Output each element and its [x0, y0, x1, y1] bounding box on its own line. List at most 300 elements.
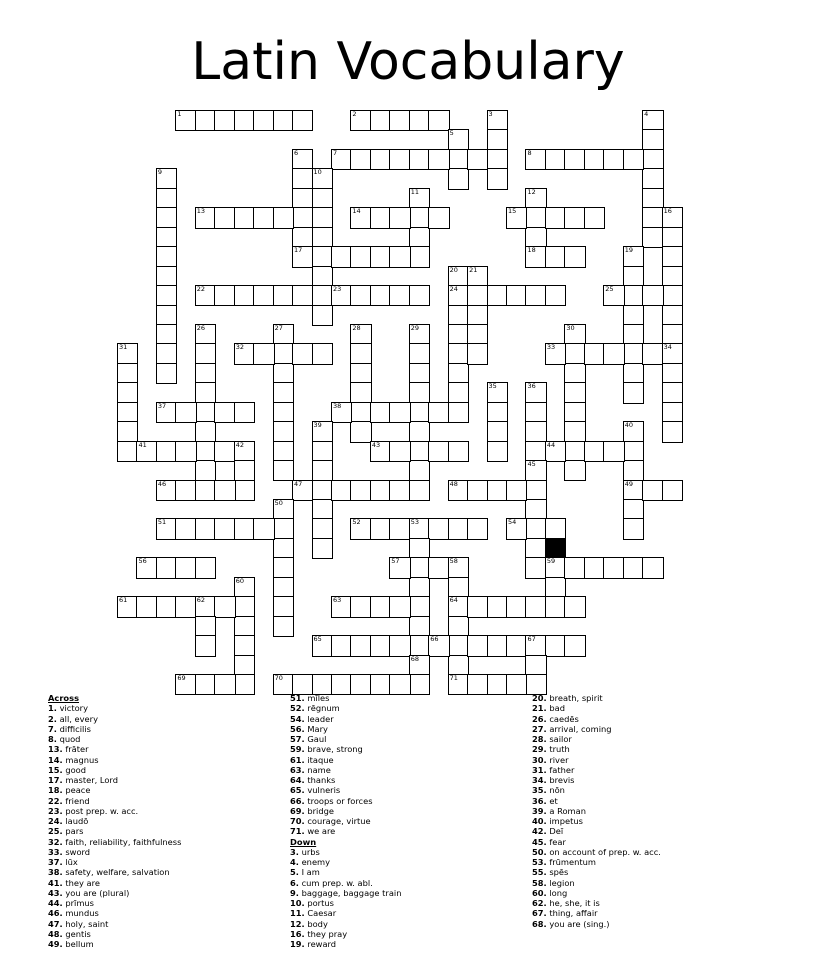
grid-cell[interactable]: [292, 188, 313, 209]
grid-cell[interactable]: [117, 343, 138, 364]
grid-cell[interactable]: [195, 635, 216, 656]
grid-cell[interactable]: [234, 596, 255, 617]
grid-cell[interactable]: [312, 227, 333, 248]
grid-cell[interactable]: [195, 110, 216, 131]
grid-cell[interactable]: [156, 441, 177, 462]
grid-cell[interactable]: [467, 324, 488, 345]
grid-cell[interactable]: [331, 635, 352, 656]
grid-cell[interactable]: [370, 402, 391, 423]
grid-cell[interactable]: [623, 363, 644, 384]
grid-cell[interactable]: [409, 363, 430, 384]
grid-cell[interactable]: [409, 538, 430, 559]
grid-cell[interactable]: [273, 343, 294, 364]
grid-cell[interactable]: [545, 285, 566, 306]
grid-cell[interactable]: [448, 363, 469, 384]
grid-cell[interactable]: [545, 518, 566, 539]
grid-cell[interactable]: [564, 421, 585, 442]
grid-cell[interactable]: [234, 674, 255, 695]
grid-cell[interactable]: [409, 324, 430, 345]
grid-cell[interactable]: [409, 616, 430, 637]
grid-cell[interactable]: [662, 421, 683, 442]
grid-cell[interactable]: [195, 616, 216, 637]
grid-cell[interactable]: [312, 343, 333, 364]
grid-cell[interactable]: [195, 518, 216, 539]
grid-cell[interactable]: [253, 207, 274, 228]
grid-cell[interactable]: [623, 499, 644, 520]
grid-cell[interactable]: [564, 460, 585, 481]
grid-cell[interactable]: [292, 110, 313, 131]
grid-cell[interactable]: [409, 557, 430, 578]
grid-cell[interactable]: [409, 577, 430, 598]
grid-cell[interactable]: [506, 285, 527, 306]
grid-cell[interactable]: [545, 343, 566, 364]
grid-cell[interactable]: [642, 557, 663, 578]
grid-cell[interactable]: [370, 110, 391, 131]
grid-cell[interactable]: [623, 441, 644, 462]
grid-cell[interactable]: [273, 363, 294, 384]
grid-cell[interactable]: [448, 655, 469, 676]
grid-cell[interactable]: [448, 577, 469, 598]
grid-cell[interactable]: [195, 674, 216, 695]
grid-cell[interactable]: [312, 266, 333, 287]
grid-cell[interactable]: [448, 382, 469, 403]
grid-cell[interactable]: [448, 674, 469, 695]
grid-cell[interactable]: [253, 110, 274, 131]
grid-cell[interactable]: [175, 480, 196, 501]
grid-cell[interactable]: [156, 557, 177, 578]
grid-cell[interactable]: [370, 246, 391, 267]
grid-cell[interactable]: [564, 596, 585, 617]
grid-cell[interactable]: [214, 518, 235, 539]
grid-cell[interactable]: [331, 149, 352, 170]
grid-cell[interactable]: [273, 402, 294, 423]
grid-cell[interactable]: [214, 110, 235, 131]
grid-cell[interactable]: [117, 596, 138, 617]
grid-cell[interactable]: [312, 460, 333, 481]
grid-cell[interactable]: [662, 207, 683, 228]
grid-cell[interactable]: [331, 480, 352, 501]
grid-cell[interactable]: [389, 207, 410, 228]
grid-cell[interactable]: [234, 110, 255, 131]
grid-cell[interactable]: [448, 441, 469, 462]
grid-cell[interactable]: [389, 441, 410, 462]
grid-cell[interactable]: [253, 343, 274, 364]
grid-cell[interactable]: [428, 207, 449, 228]
grid-cell[interactable]: [234, 460, 255, 481]
grid-cell[interactable]: [506, 207, 527, 228]
grid-cell[interactable]: [428, 635, 449, 656]
grid-cell[interactable]: [662, 246, 683, 267]
grid-cell[interactable]: [603, 441, 624, 462]
grid-cell[interactable]: [623, 460, 644, 481]
grid-cell[interactable]: [564, 207, 585, 228]
grid-cell[interactable]: [234, 518, 255, 539]
grid-cell[interactable]: [525, 557, 546, 578]
grid-cell[interactable]: [156, 518, 177, 539]
grid-cell[interactable]: [331, 246, 352, 267]
grid-cell[interactable]: [234, 616, 255, 637]
grid-cell[interactable]: [467, 674, 488, 695]
grid-cell[interactable]: [195, 441, 216, 462]
grid-cell[interactable]: [487, 382, 508, 403]
grid-cell[interactable]: [117, 402, 138, 423]
grid-cell[interactable]: [623, 149, 644, 170]
grid-cell[interactable]: [662, 480, 683, 501]
grid-cell[interactable]: [545, 149, 566, 170]
grid-cell[interactable]: [564, 441, 585, 462]
grid-cell[interactable]: [409, 343, 430, 364]
grid-cell[interactable]: [370, 285, 391, 306]
grid-cell[interactable]: [467, 480, 488, 501]
grid-cell[interactable]: [623, 343, 644, 364]
grid-cell[interactable]: [642, 285, 663, 306]
grid-cell[interactable]: [487, 110, 508, 131]
grid-cell[interactable]: [662, 343, 683, 364]
grid-cell[interactable]: [448, 402, 469, 423]
grid-cell[interactable]: [623, 266, 644, 287]
grid-cell[interactable]: [350, 382, 371, 403]
grid-cell[interactable]: [156, 168, 177, 189]
grid-cell[interactable]: [350, 343, 371, 364]
grid-cell[interactable]: [195, 382, 216, 403]
grid-cell[interactable]: [642, 168, 663, 189]
grid-cell[interactable]: [156, 227, 177, 248]
grid-cell[interactable]: [506, 518, 527, 539]
grid-cell[interactable]: [428, 557, 449, 578]
grid-cell[interactable]: [564, 343, 585, 364]
grid-cell[interactable]: [409, 421, 430, 442]
grid-cell[interactable]: [175, 518, 196, 539]
grid-cell[interactable]: [487, 480, 508, 501]
grid-cell[interactable]: [195, 324, 216, 345]
grid-cell[interactable]: [564, 402, 585, 423]
grid-cell[interactable]: [370, 441, 391, 462]
grid-cell[interactable]: [136, 557, 157, 578]
grid-cell[interactable]: [467, 305, 488, 326]
grid-cell[interactable]: [195, 285, 216, 306]
grid-cell[interactable]: [525, 538, 546, 559]
grid-cell[interactable]: [448, 285, 469, 306]
grid-cell[interactable]: [312, 635, 333, 656]
grid-cell[interactable]: [156, 363, 177, 384]
grid-cell[interactable]: [662, 305, 683, 326]
grid-cell[interactable]: [370, 480, 391, 501]
grid-cell[interactable]: [448, 266, 469, 287]
grid-cell[interactable]: [350, 518, 371, 539]
grid-cell[interactable]: [487, 674, 508, 695]
grid-cell[interactable]: [467, 285, 488, 306]
grid-cell[interactable]: [312, 246, 333, 267]
grid-cell[interactable]: [448, 557, 469, 578]
grid-cell[interactable]: [642, 110, 663, 131]
grid-cell[interactable]: [389, 246, 410, 267]
grid-cell[interactable]: [487, 149, 508, 170]
grid-cell[interactable]: [214, 441, 235, 462]
grid-cell[interactable]: [623, 557, 644, 578]
grid-cell[interactable]: [409, 246, 430, 267]
grid-cell[interactable]: [525, 499, 546, 520]
grid-cell[interactable]: [273, 538, 294, 559]
grid-cell[interactable]: [564, 324, 585, 345]
grid-cell[interactable]: [214, 207, 235, 228]
grid-cell[interactable]: [214, 596, 235, 617]
grid-cell[interactable]: [273, 110, 294, 131]
grid-cell[interactable]: [525, 441, 546, 462]
grid-cell[interactable]: [292, 168, 313, 189]
grid-cell[interactable]: [389, 635, 410, 656]
grid-cell[interactable]: [195, 421, 216, 442]
grid-cell[interactable]: [584, 343, 605, 364]
grid-cell[interactable]: [312, 538, 333, 559]
grid-cell[interactable]: [234, 655, 255, 676]
grid-cell[interactable]: [525, 285, 546, 306]
grid-cell[interactable]: [156, 596, 177, 617]
grid-cell[interactable]: [428, 149, 449, 170]
grid-cell[interactable]: [448, 616, 469, 637]
grid-cell[interactable]: [603, 557, 624, 578]
grid-cell[interactable]: [448, 149, 469, 170]
grid-cell[interactable]: [487, 168, 508, 189]
grid-cell[interactable]: [409, 149, 430, 170]
grid-cell[interactable]: [409, 110, 430, 131]
grid-cell[interactable]: [525, 246, 546, 267]
grid-cell[interactable]: [623, 518, 644, 539]
grid-cell[interactable]: [428, 441, 449, 462]
grid-cell[interactable]: [662, 266, 683, 287]
grid-cell[interactable]: [623, 421, 644, 442]
grid-cell[interactable]: [428, 518, 449, 539]
grid-cell[interactable]: [175, 596, 196, 617]
grid-cell[interactable]: [525, 382, 546, 403]
grid-cell[interactable]: [662, 227, 683, 248]
grid-cell[interactable]: [156, 188, 177, 209]
grid-cell[interactable]: [662, 402, 683, 423]
grid-cell[interactable]: [312, 499, 333, 520]
grid-cell[interactable]: [234, 577, 255, 598]
grid-cell[interactable]: [487, 285, 508, 306]
grid-cell[interactable]: [642, 188, 663, 209]
grid-cell[interactable]: [525, 188, 546, 209]
grid-cell[interactable]: [156, 266, 177, 287]
grid-cell[interactable]: [525, 421, 546, 442]
grid-cell[interactable]: [292, 246, 313, 267]
grid-cell[interactable]: [467, 635, 488, 656]
grid-cell[interactable]: [312, 207, 333, 228]
grid-cell[interactable]: [389, 149, 410, 170]
grid-cell[interactable]: [389, 285, 410, 306]
grid-cell[interactable]: [467, 596, 488, 617]
grid-cell[interactable]: [623, 246, 644, 267]
grid-cell[interactable]: [292, 207, 313, 228]
grid-cell[interactable]: [448, 480, 469, 501]
grid-cell[interactable]: [642, 227, 663, 248]
grid-cell[interactable]: [428, 402, 449, 423]
grid-cell[interactable]: [370, 635, 391, 656]
grid-cell[interactable]: [312, 305, 333, 326]
grid-cell[interactable]: [370, 149, 391, 170]
grid-cell[interactable]: [214, 480, 235, 501]
grid-cell[interactable]: [389, 557, 410, 578]
grid-cell[interactable]: [117, 421, 138, 442]
grid-cell[interactable]: [273, 557, 294, 578]
grid-cell[interactable]: [273, 324, 294, 345]
grid-cell[interactable]: [525, 596, 546, 617]
grid-cell[interactable]: [195, 207, 216, 228]
grid-cell[interactable]: [370, 207, 391, 228]
grid-cell[interactable]: [545, 635, 566, 656]
grid-cell[interactable]: [467, 343, 488, 364]
grid-cell[interactable]: [448, 129, 469, 150]
grid-cell[interactable]: [642, 207, 663, 228]
grid-cell[interactable]: [525, 207, 546, 228]
grid-cell[interactable]: [214, 285, 235, 306]
grid-cell[interactable]: [525, 460, 546, 481]
grid-cell[interactable]: [350, 324, 371, 345]
grid-cell[interactable]: [584, 557, 605, 578]
grid-cell[interactable]: [292, 343, 313, 364]
grid-cell[interactable]: [370, 596, 391, 617]
grid-cell[interactable]: [545, 577, 566, 598]
grid-cell[interactable]: [234, 402, 255, 423]
grid-cell[interactable]: [156, 285, 177, 306]
grid-cell[interactable]: [273, 596, 294, 617]
grid-cell[interactable]: [312, 441, 333, 462]
grid-cell[interactable]: [156, 402, 177, 423]
grid-cell[interactable]: [662, 324, 683, 345]
grid-cell[interactable]: [175, 110, 196, 131]
grid-cell[interactable]: [642, 480, 663, 501]
grid-cell[interactable]: [564, 246, 585, 267]
grid-cell[interactable]: [273, 616, 294, 637]
grid-cell[interactable]: [350, 363, 371, 384]
grid-cell[interactable]: [156, 480, 177, 501]
grid-cell[interactable]: [545, 246, 566, 267]
grid-cell[interactable]: [525, 227, 546, 248]
grid-cell[interactable]: [662, 382, 683, 403]
grid-cell[interactable]: [214, 402, 235, 423]
grid-cell[interactable]: [312, 168, 333, 189]
grid-cell[interactable]: [117, 441, 138, 462]
grid-cell[interactable]: [642, 343, 663, 364]
grid-cell[interactable]: [175, 402, 196, 423]
grid-cell[interactable]: [292, 480, 313, 501]
grid-cell[interactable]: [564, 382, 585, 403]
grid-cell[interactable]: [448, 635, 469, 656]
grid-cell[interactable]: [350, 149, 371, 170]
grid-cell[interactable]: [409, 188, 430, 209]
grid-cell[interactable]: [603, 149, 624, 170]
grid-cell[interactable]: [273, 421, 294, 442]
grid-cell[interactable]: [642, 149, 663, 170]
grid-cell[interactable]: [117, 363, 138, 384]
grid-cell[interactable]: [409, 402, 430, 423]
grid-cell[interactable]: [234, 441, 255, 462]
grid-cell[interactable]: [467, 149, 488, 170]
grid-cell[interactable]: [409, 518, 430, 539]
grid-cell[interactable]: [506, 674, 527, 695]
grid-cell[interactable]: [273, 460, 294, 481]
grid-cell[interactable]: [623, 480, 644, 501]
grid-cell[interactable]: [253, 518, 274, 539]
grid-cell[interactable]: [292, 285, 313, 306]
grid-cell[interactable]: [331, 596, 352, 617]
grid-cell[interactable]: [214, 674, 235, 695]
grid-cell[interactable]: [273, 577, 294, 598]
grid-cell[interactable]: [584, 149, 605, 170]
grid-cell[interactable]: [409, 207, 430, 228]
grid-cell[interactable]: [350, 596, 371, 617]
grid-cell[interactable]: [506, 635, 527, 656]
grid-cell[interactable]: [506, 596, 527, 617]
grid-cell[interactable]: [467, 518, 488, 539]
grid-cell[interactable]: [409, 674, 430, 695]
grid-cell[interactable]: [195, 596, 216, 617]
grid-cell[interactable]: [195, 402, 216, 423]
grid-cell[interactable]: [662, 363, 683, 384]
grid-cell[interactable]: [506, 480, 527, 501]
grid-cell[interactable]: [136, 596, 157, 617]
grid-cell[interactable]: [487, 635, 508, 656]
grid-cell[interactable]: [409, 480, 430, 501]
grid-cell[interactable]: [273, 207, 294, 228]
grid-cell[interactable]: [603, 285, 624, 306]
grid-cell[interactable]: [623, 305, 644, 326]
grid-cell[interactable]: [273, 285, 294, 306]
grid-cell[interactable]: [525, 518, 546, 539]
grid-cell[interactable]: [409, 441, 430, 462]
grid-cell[interactable]: [448, 168, 469, 189]
grid-cell[interactable]: [564, 635, 585, 656]
grid-cell[interactable]: [448, 343, 469, 364]
grid-cell[interactable]: [350, 207, 371, 228]
grid-cell[interactable]: [642, 129, 663, 150]
grid-cell[interactable]: [312, 421, 333, 442]
grid-cell[interactable]: [448, 518, 469, 539]
grid-cell[interactable]: [273, 518, 294, 539]
grid-cell[interactable]: [545, 596, 566, 617]
grid-cell[interactable]: [234, 480, 255, 501]
grid-cell[interactable]: [195, 363, 216, 384]
grid-cell[interactable]: [312, 285, 333, 306]
grid-cell[interactable]: [389, 110, 410, 131]
grid-cell[interactable]: [389, 518, 410, 539]
grid-cell[interactable]: [564, 363, 585, 384]
grid-cell[interactable]: [428, 110, 449, 131]
grid-cell[interactable]: [487, 441, 508, 462]
grid-cell[interactable]: [195, 460, 216, 481]
grid-cell[interactable]: [623, 382, 644, 403]
grid-cell[interactable]: [350, 421, 371, 442]
grid-cell[interactable]: [603, 343, 624, 364]
grid-cell[interactable]: [545, 557, 566, 578]
grid-cell[interactable]: [175, 557, 196, 578]
grid-cell[interactable]: [525, 402, 546, 423]
grid-cell[interactable]: [350, 480, 371, 501]
grid-cell[interactable]: [545, 207, 566, 228]
grid-cell[interactable]: [350, 246, 371, 267]
grid-cell[interactable]: [331, 402, 352, 423]
grid-cell[interactable]: [273, 499, 294, 520]
grid-cell[interactable]: [487, 129, 508, 150]
grid-cell[interactable]: [584, 441, 605, 462]
grid-cell[interactable]: [312, 518, 333, 539]
grid-cell[interactable]: [584, 207, 605, 228]
grid-cell[interactable]: [273, 441, 294, 462]
grid-cell[interactable]: [623, 285, 644, 306]
grid-cell[interactable]: [350, 285, 371, 306]
grid-cell[interactable]: [409, 382, 430, 403]
grid-cell[interactable]: [156, 324, 177, 345]
